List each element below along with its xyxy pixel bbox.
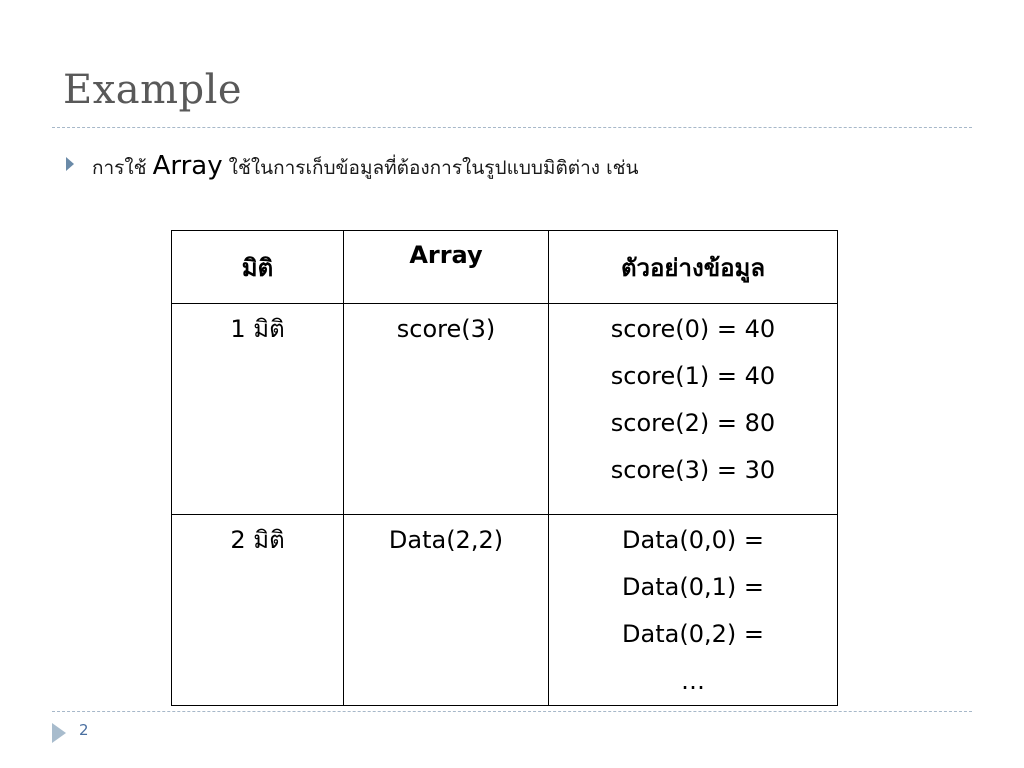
- cell-dimension: 1 มิติ: [172, 304, 344, 515]
- footer-divider: [52, 711, 972, 712]
- cell-dimension: 2 มิติ: [172, 515, 344, 706]
- footer-arrow-icon: [52, 723, 66, 743]
- page-number: 2: [79, 721, 89, 739]
- bullet-text: [92, 151, 639, 183]
- bullet-prefix: การใช้: [92, 157, 153, 179]
- slide-title: Example: [63, 67, 243, 113]
- title-divider: [52, 127, 972, 128]
- cell-array: score(3): [344, 304, 549, 515]
- table-row: [172, 515, 838, 706]
- bullet-item: [66, 151, 639, 181]
- table-row: [172, 304, 838, 515]
- cell-array: Data(2,2): [344, 515, 549, 706]
- example-line: score(2) = 80: [610, 409, 776, 437]
- example-line: Data(0,1) =: [622, 573, 764, 601]
- example-line: Data(0,2) =: [622, 620, 764, 648]
- header-dimension: มิติ: [172, 231, 344, 304]
- table-header-row: [172, 231, 838, 304]
- example-line: score(1) = 40: [610, 362, 776, 390]
- example-line: Data(0,0) =: [622, 526, 764, 554]
- array-example-table: [171, 230, 838, 706]
- bullet-keyword: Array: [152, 151, 223, 181]
- bullet-suffix: ใช้ในการเก็บข้อมูลที่ต้องการในรูปแบบมิติต่าง เช่น: [222, 157, 639, 179]
- cell-examples: [549, 304, 838, 515]
- header-array: Array: [344, 231, 549, 304]
- bullet-arrow-icon: [66, 157, 74, 171]
- example-line: score(3) = 30: [610, 456, 776, 484]
- example-line: …: [681, 667, 705, 695]
- header-example-data: ตัวอย่างข้อมูล: [549, 231, 838, 304]
- example-line: score(0) = 40: [610, 315, 776, 343]
- cell-examples: [549, 515, 838, 706]
